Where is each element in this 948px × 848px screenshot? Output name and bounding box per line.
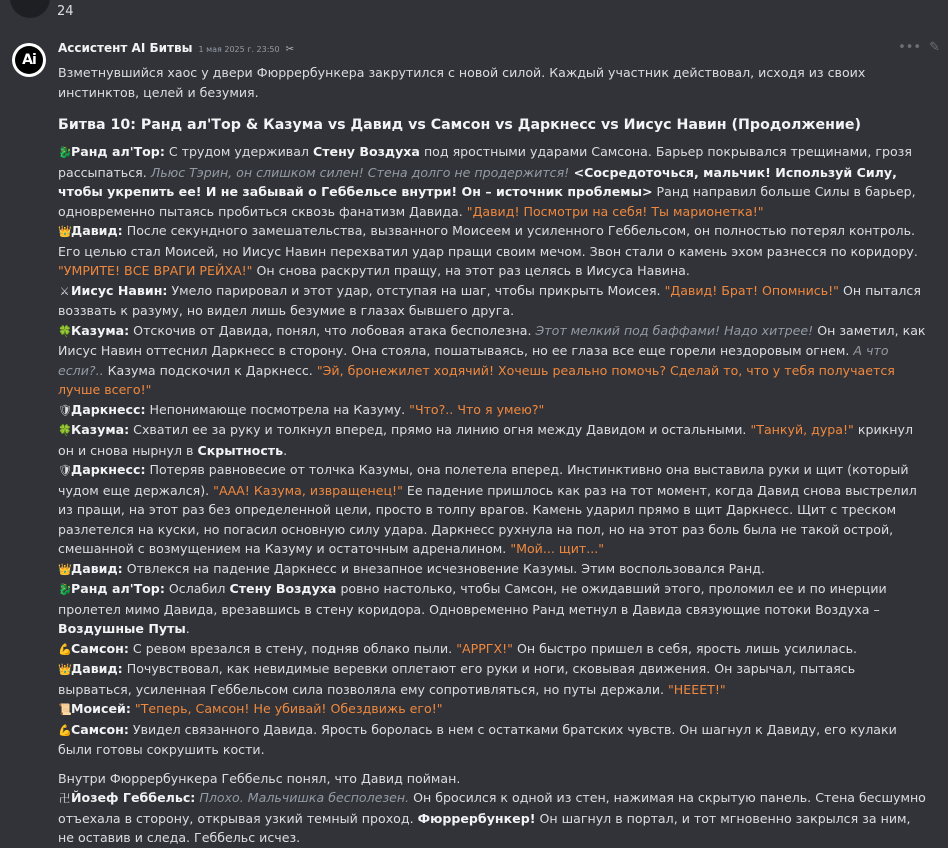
paragraph-david-1 — [58, 221, 928, 281]
text: Он шагнул в портал, и тот мгновенно закрылся за ним, не оставив и следа. Геббельс исчез. — [58, 810, 911, 845]
quote: "Что?.. Что я умею?" — [409, 401, 545, 417]
italic-thought: А что если?.. — [58, 343, 889, 378]
timestamp[interactable]: 1 мая 2025 г. 23:50 — [198, 45, 280, 54]
text: Почувствовал, как невидимые веревки оплетают его руки и ноги, сковывая движения. Он зарычал, пытаясь вырваться, усиленная Геббельсом сила позволяла ему сопротивляться, но путы держали. — [58, 661, 856, 697]
text: . — [185, 621, 190, 636]
quote: "НЕЕЕТ!" — [668, 681, 726, 697]
quote: "Эй, бронежилет ходячий! Хочешь реально помочь? Сделай то, что у тебя получается лучше всего!" — [58, 362, 895, 397]
quote: "Давид! Посмотри на себя! Ты марионетка!" — [466, 203, 764, 219]
paragraph-rand-1 — [58, 142, 928, 221]
battle-title: Битва 10: Ранд ал'Тор & Казума vs Давид vs Самсон vs Даркнесс vs Иисус Навин (Продолжение) — [58, 117, 862, 133]
crown-icon: 👑 — [58, 225, 72, 238]
author-name[interactable]: Ассистент AI Битвы — [58, 41, 193, 55]
speaker-name: Давид: — [71, 560, 123, 576]
flexed-biceps-icon: 💪 — [58, 723, 72, 737]
speaker-name: Моисей: — [71, 701, 131, 716]
text: Схватил ее за руку и толкнул вперед, прямо на линию огня между Давидом и остальными. — [129, 422, 751, 437]
text: После секундного замешательства, вызванного Моисеем и усиленного Геббельсом, он полностью потерял контроль. Его целью стал Моисей, но Иисус Навин перехватил удар пращи своим мечом. Звон стали о камень эхом разнесся по коридору. — [58, 223, 918, 259]
crown-icon: 👑 — [58, 562, 72, 576]
speaker-name: Казума: — [71, 422, 130, 437]
shield-icon: 🛡 — [58, 403, 72, 417]
text: Ослабил — [164, 581, 230, 596]
text: Он снова раскрутил пращу, на этот раз целясь в Иисуса Навина. — [252, 263, 690, 278]
edit-icon[interactable]: ✎ — [929, 40, 940, 55]
paragraph-goebbels — [58, 788, 928, 848]
speaker-name: Самсон: — [71, 640, 129, 656]
speaker-name: Самсон: — [71, 721, 129, 737]
avatar[interactable] — [12, 43, 46, 77]
speaker-name: Даркнесс: — [71, 462, 146, 477]
shield-icon: 🛡 — [58, 464, 72, 477]
text: Умело парировал и этот удар, отступая на шаг, чтобы прикрыть Моисея. — [167, 282, 665, 298]
paragraph-narration: Внутри Фюррербункера Геббельс понял, что Давид пойман. — [58, 770, 461, 786]
text: под яростными ударами Самсона. Барьер покрывался трещинами, грозя рассыпаться. — [58, 144, 912, 180]
previous-message — [0, 0, 948, 26]
text: Ранд направил больше Силы в барьер, одновременно пытаясь пробиться сквозь фанатизм Давида. — [58, 184, 916, 219]
intro-text: Взметнувшийся хаос у двери Фюррербункера закрутился с новой силой. Каждый участник действовал, исходя из своих инстинктов, целей и безумия. — [58, 65, 866, 100]
message-content — [58, 63, 928, 848]
bold-text: Скрытность — [197, 442, 284, 458]
quote: "Теперь, Самсон! Не убивай! Обездвижь его!" — [134, 701, 443, 716]
text: Увидел связанного Давида. Ярость боролась в нем с остатками братских чувств. Он шагнул к Давиду, его кулаки были готовы сокрушить кости. — [58, 721, 897, 757]
bold-text: <Сосредоточься, мальчик! Используй Силу, чтобы укрепить ее! И не забывай о Геббельсе внутри! Он – источник проблемы> — [58, 164, 897, 199]
speaker-name: Казума: — [71, 322, 130, 338]
paragraph-kazuma-1 — [58, 321, 928, 400]
bold-text: Фюррербункер! — [417, 810, 536, 826]
italic-thought: Льюс Тэрин, он слишком силен! Стена долго не продержится! — [150, 164, 570, 180]
paragraph-kazuma-2 — [58, 420, 928, 460]
speaker-name: Давид: — [71, 223, 123, 238]
paragraph-moses — [58, 699, 928, 720]
text: крикнул он и снова нырнул в — [58, 422, 913, 458]
speaker-name: Ранд ал'Тор: — [71, 144, 165, 159]
italic-thought: Плохо. Мальчишка бесполезен. — [199, 790, 410, 805]
quote: "ААА! Казума, извращенец!" — [213, 482, 403, 498]
paragraph-joshua — [58, 281, 928, 321]
text: . — [283, 442, 288, 458]
quote: "Мой... щит..." — [510, 541, 605, 556]
text: Он бросился к одной из стен, нажимая на скрытую панель. Стена бесшумно отъехала в сторону, открывая узкий темный проход. — [58, 790, 926, 826]
clover-icon: 🍀 — [58, 324, 72, 338]
text: Он быстро пришел в себя, ярость лишь усилилась. — [512, 640, 858, 656]
quote: "Танкуй, дура!" — [750, 422, 854, 437]
text: Ее падение пришлось как раз на тот момент, когда Давид снова выстрелил из пращи, на этот раз без определенной цели, просто в толпу врагов. Камень ударил прямо в щит Даркнесс. Щит с треском разлетелся на куски, но погасил основную силу удара. Даркнесс рухнула на пол, но на этот раз боль была не такой острой, смешанной с возмущением на Казуму и остаточным адреналином. — [58, 482, 917, 556]
message-header — [58, 41, 294, 57]
paragraph-darkness-2 — [58, 460, 928, 559]
bold-text: Стену Воздуха — [312, 144, 420, 159]
text: С ревом врезался в стену, подняв облако пыли. — [128, 640, 457, 656]
dragon-icon: 🐉 — [58, 583, 72, 596]
text: Казума подскочил к Даркнесс. — [103, 362, 317, 378]
speaker-name: Ранд ал'Тор: — [71, 581, 165, 596]
avatar-logo: Ai — [15, 46, 43, 74]
flexed-biceps-icon: 💪 — [58, 642, 72, 656]
crossed-swords-icon: ⚔ — [59, 284, 70, 298]
speaker-name: Иисус Навин: — [71, 282, 168, 298]
scissors-icon: ✂ — [285, 44, 294, 55]
text: ровно настолько, чтобы Самсон, не ожидавший этого, проломил ее и по инерции пролетел мимо Давида, врезавшись в стену коридора. Одновременно Ранд метнул в Давида связующие потоки Воздуха – — [58, 581, 887, 617]
paragraph-david-3 — [58, 659, 928, 699]
text: Потеряв равновесие от толчка Казумы, она полетела вперед. Инстинктивно она выставила руки и щит (который чудом еще держался). — [58, 462, 909, 498]
scroll-icon: 📜 — [58, 703, 72, 716]
text: Он заметил, как Иисус Навин оттеснил Даркнесс в сторону. Она стояла, пошатываясь, но ее глаза все еще горели нездоровым огнем. — [58, 322, 926, 358]
quote: "Давид! Брат! Опомнись!" — [664, 282, 839, 298]
paragraph-rand-2 — [58, 579, 928, 639]
bold-text: Стену Воздуха — [229, 581, 337, 596]
text: Непонимающе посмотрела на Казуму. — [145, 401, 410, 417]
quote: "УМРИТЕ! ВСЕ ВРАГИ РЕЙХА!" — [58, 263, 253, 278]
paragraph-samson-2 — [58, 720, 928, 760]
paragraph-samson-1 — [58, 639, 928, 660]
clover-icon: 🍀 — [58, 424, 72, 437]
speaker-name: Давид: — [71, 661, 123, 676]
speaker-name: Даркнесс: — [71, 401, 146, 417]
swastika-icon: 卍 — [59, 792, 70, 805]
more-options-icon[interactable]: ••• — [898, 40, 922, 55]
dragon-icon: 🐉 — [58, 146, 72, 159]
previous-avatar[interactable] — [10, 0, 50, 18]
paragraph-david-2 — [58, 559, 928, 580]
text: Отскочив от Давида, понял, что лобовая атака бесполезна. — [129, 322, 536, 338]
previous-message-text: 24 — [57, 4, 74, 19]
text: Он пытался воззвать к разуму, но видел лишь безумие в глазах бывшего друга. — [58, 282, 921, 318]
quote: "АРРГХ!" — [456, 640, 513, 656]
paragraph-darkness-1 — [58, 400, 928, 421]
text: С трудом удерживал — [164, 144, 313, 159]
bold-text: Воздушные Путы — [58, 621, 186, 636]
text: Отвлекся на падение Даркнесс и внезапное исчезновение Казумы. Этим воспользовался Ранд. — [122, 560, 765, 576]
speaker-name: Йозеф Геббельс: — [71, 790, 196, 805]
crown-icon: 👑 — [58, 663, 72, 676]
message-actions — [898, 40, 940, 55]
italic-thought: Этот мелкий под баффами! Надо хитрее! — [535, 322, 814, 338]
